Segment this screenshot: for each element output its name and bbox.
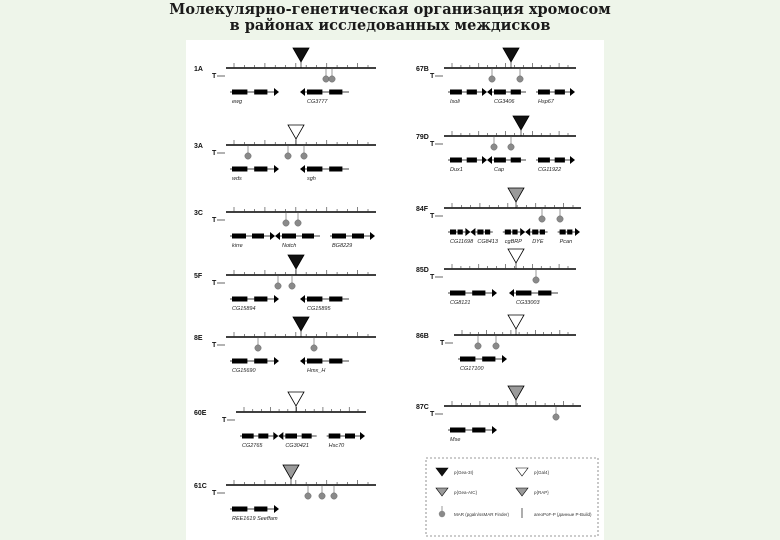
gene-name: Isoli [450,99,460,105]
legend-label: p{Gal4} [534,470,550,475]
gene-direction-arrow [300,88,305,96]
gene-exon [302,234,314,239]
gene-exon [538,291,551,296]
region-79d [435,116,576,164]
gene-exon [472,291,485,296]
gene-direction-arrow [274,505,279,513]
legend-label: p{RAP} [534,490,549,495]
gene-exon [232,90,247,95]
mar-dot [331,493,337,499]
gene-name: CG11922 [538,167,562,173]
legend [426,458,598,536]
gene-name: Notch [282,243,297,249]
gene-exon [232,359,247,364]
region-label: 60E [194,410,207,417]
insertion-triangle [508,249,524,263]
gene-exon [307,359,322,364]
gene-exon [538,158,550,163]
insertion-triangle [283,465,299,479]
insertion-triangle [293,317,309,331]
region-3a [217,125,376,173]
gene-exon [494,158,506,163]
gene-direction-arrow [525,228,530,236]
gene-name: CG15894 [232,306,256,312]
region-87c [435,386,581,434]
mar-dot [301,153,307,159]
insertion-triangle [503,48,519,62]
gene-direction-arrow [300,357,305,365]
gene-exon [302,434,312,439]
region-67b [435,48,576,96]
gene-name: CG30421 [285,443,309,449]
region-85d [435,249,576,297]
gene-exon [472,428,485,433]
mar-dot [517,76,523,82]
mar-dot [305,493,311,499]
gene-direction-arrow [509,289,514,297]
gene-name: CG2765 [242,443,263,449]
gene-exon [467,158,477,163]
page-subtitle: в районах исследованных междисков [229,17,551,34]
mar-dot [285,153,291,159]
gene-direction-arrow [278,432,283,440]
gene-name: Hsc70 [328,443,345,449]
mar-dot [295,220,301,226]
mar-dot [311,345,317,351]
region-label: 1A [194,66,203,73]
gene-direction-arrow [274,357,279,365]
gene-exon [450,230,456,235]
gene-exon [329,359,342,364]
mar-dot [557,216,563,222]
gene-exon [307,90,322,95]
gene-name: kirre [232,243,243,249]
gene-name: CG8413 [477,239,498,245]
mar-dot [283,220,289,226]
region-label: 5F [194,273,203,280]
gene-name: Mse [450,437,461,443]
telomere-marker: T [430,141,435,148]
gene-exon [540,230,545,235]
legend-box [426,458,598,536]
insertion-triangle [288,255,304,269]
region-84f [435,188,581,236]
gene-name: CG15895 [307,306,331,312]
gene-name: cgBRP [504,239,522,245]
insertion-triangle [513,116,529,130]
gene-direction-arrow [487,156,492,164]
gene-direction-arrow [274,88,279,96]
gene-exon [511,90,521,95]
gene-direction-arrow [370,232,375,240]
region-label: 79D [416,134,429,141]
gene-exon [482,357,495,362]
telomere-marker: T [430,274,435,281]
telomere-marker: T [212,217,217,224]
mar-dot [323,76,329,82]
region-5f [217,255,376,303]
gene-exon [285,434,297,439]
region-label: 8E [194,335,203,342]
gene-exon [460,357,475,362]
mar-dot [245,153,251,159]
gene-name: CG17100 [460,366,484,372]
gene-direction-arrow [470,228,475,236]
gene-exon [511,158,521,163]
region-86b [445,315,576,363]
region-label: 85D [416,267,429,274]
gene-name: wds [232,176,242,182]
gene-direction-arrow [482,156,487,164]
mar-dot [489,76,495,82]
gene-direction-arrow [300,295,305,303]
gene-exon [242,434,254,439]
telomere-marker: T [212,280,217,287]
gene-name: Cap [494,167,505,173]
insertion-triangle [508,188,524,202]
gene-exon [467,90,477,95]
gene-direction-arrow [502,355,507,363]
legend-label: p{Gea-3I} [454,470,474,475]
region-label: 61C [194,483,207,490]
page-title: Молекулярно-генетическая организация хромосом [169,1,611,18]
gene-direction-arrow [300,165,305,173]
legend-label: MAR (pgaln/ssMAR Finder) [454,512,510,517]
gene-exon [329,167,342,172]
gene-direction-arrow [575,228,580,236]
gene-name: Pcan [559,239,573,245]
gene-exon [560,230,566,235]
mar-dot [553,414,559,420]
insertion-triangle [508,315,524,329]
gene-name: Hsp67 [538,99,554,105]
telomere-marker: T [440,340,445,347]
gene-direction-arrow [487,88,492,96]
gene-name: BG8229 [332,243,353,249]
gene-direction-arrow [275,232,280,240]
gene-direction-arrow [270,232,275,240]
region-60e [227,392,366,440]
gene-exon [232,297,247,302]
gene-direction-arrow [360,432,365,440]
gene-name: ewg [232,99,243,105]
gene-name: Dux1 [450,167,463,173]
gene-name: sgh [307,176,316,182]
gene-exon [232,507,247,512]
gene-direction-arrow [570,88,575,96]
telomere-marker: T [212,73,217,80]
gene-name: CG33003 [516,300,540,306]
gene-direction-arrow [570,156,575,164]
gene-name: Hmx_H [307,368,326,374]
gene-direction-arrow [465,228,470,236]
region-3c [217,207,376,240]
mar-dot [539,216,545,222]
chromosome-map-svg [186,40,604,540]
legend-label: areoPoF-P (данные P-Build) [534,512,592,517]
insertion-triangle [293,48,309,62]
mar-dot [533,277,539,283]
gene-exon [329,297,342,302]
gene-exon [254,507,267,512]
mar-dot [319,493,325,499]
gene-name: DYE [532,239,544,245]
mar-dot [493,343,499,349]
gene-exon [254,297,267,302]
telomere-marker: T [212,150,217,157]
gene-name: CG3777 [307,99,328,105]
mar-dot [508,144,514,150]
gene-direction-arrow [492,289,497,297]
gene-exon [345,434,355,439]
gene-exon [485,230,490,235]
gene-exon [555,158,565,163]
gene-exon [477,230,483,235]
gene-exon [332,234,346,239]
telomere-marker: T [430,73,435,80]
gene-exon [567,230,572,235]
gene-exon [352,234,364,239]
insertion-triangle [288,392,304,406]
mar-dot [329,76,335,82]
gene-direction-arrow [273,432,278,440]
gene-exon [254,359,267,364]
mar-dot [255,345,261,351]
telomere-marker: T [430,213,435,220]
gene-exon [494,90,506,95]
region-label: 84F [416,206,429,213]
insertion-triangle [508,386,524,400]
gene-name: CG15690 [232,368,256,374]
insertion-triangle [288,125,304,139]
gene-exon [254,90,267,95]
legend-mar-dot-icon [439,511,445,517]
telomere-marker: T [430,411,435,418]
mar-dot [491,144,497,150]
gene-exon [450,158,462,163]
gene-exon [450,90,462,95]
region-label: 67B [416,66,429,73]
gene-exon [538,90,550,95]
mar-dot [475,343,481,349]
gene-exon [532,230,538,235]
gene-name: CG3406 [494,99,515,105]
region-1a [217,48,376,96]
gene-name: CG11698 [450,239,474,245]
gene-exon [512,230,517,235]
gene-exon [329,90,342,95]
region-8e [217,317,376,365]
gene-exon [232,167,247,172]
gene-exon [307,297,322,302]
mar-dot [289,283,295,289]
gene-exon [505,230,511,235]
gene-exon [450,291,465,296]
legend-label: p{Gea-AIC} [454,490,478,495]
gene-exon [282,234,296,239]
region-61c [217,465,376,513]
telomere-marker: T [212,342,217,349]
gene-exon [258,434,268,439]
gene-name: CG8121 [450,300,471,306]
telomere-marker: T [212,490,217,497]
chromosome-map-figure [186,40,604,540]
gene-name: REE1619 Seeffam [232,516,278,522]
gene-exon [555,90,565,95]
gene-direction-arrow [482,88,487,96]
region-label: 3C [194,210,203,217]
gene-exon [232,234,246,239]
mar-dot [275,283,281,289]
gene-exon [307,167,322,172]
gene-direction-arrow [274,295,279,303]
gene-direction-arrow [274,165,279,173]
gene-exon [252,234,264,239]
gene-exon [516,291,531,296]
gene-direction-arrow [520,228,525,236]
telomere-marker: T [222,417,227,424]
gene-direction-arrow [492,426,497,434]
gene-exon [254,167,267,172]
region-label: 3A [194,143,203,150]
region-label: 86B [416,333,429,340]
gene-exon [329,434,341,439]
gene-exon [450,428,465,433]
region-label: 87C [416,404,429,411]
gene-exon [458,230,463,235]
